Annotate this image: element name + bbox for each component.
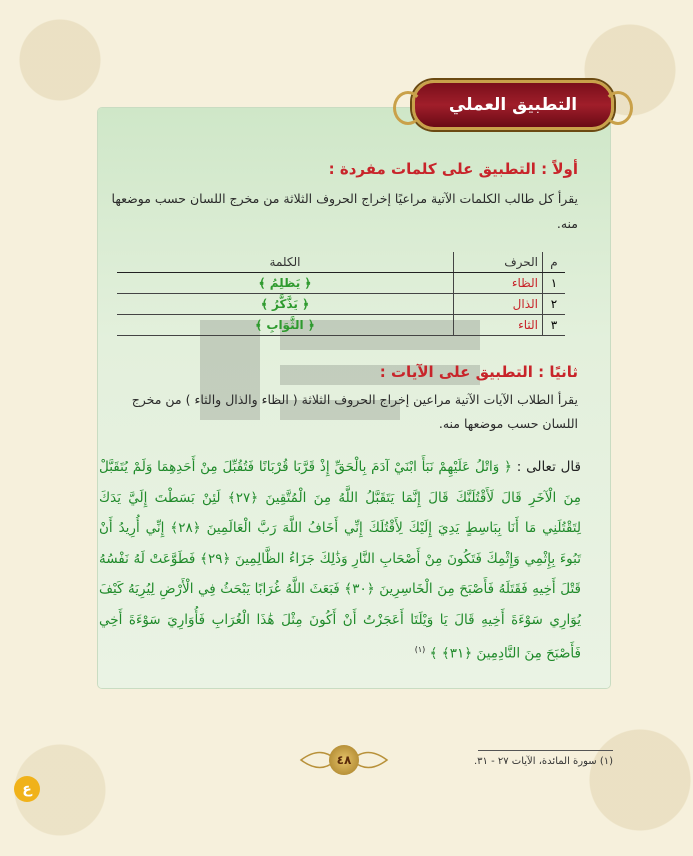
quran-passage — [99, 452, 581, 669]
footnote-divider — [478, 750, 613, 751]
row-letter: الظاء — [454, 273, 543, 294]
row-num: ١ — [543, 273, 566, 294]
table-header-row — [117, 252, 565, 273]
header-num: م — [543, 252, 566, 273]
footnote-marker: (١) — [414, 645, 426, 654]
footnote: (١) سورة المائدة، الآيات ٢٧ - ٣١. — [473, 756, 613, 767]
section1-heading: أولاً : التطبيق على كلمات مفردة : — [328, 160, 578, 178]
section-title: التطبيق العملي — [448, 95, 578, 115]
header-word: الكلمة — [117, 252, 454, 273]
page-number: ٤٨ — [329, 745, 359, 775]
section1-instructions: يقرأ كل طالب الكلمات الآتية مراعيًا إخراج الحروف الثلاثة من مخرج اللسان حسب موضعها منه. — [111, 191, 578, 231]
table-row — [117, 294, 565, 315]
row-num: ٢ — [543, 294, 566, 315]
row-word: ﴿ يَظلِمُ ﴾ — [117, 273, 454, 294]
section-title-banner — [412, 80, 614, 130]
row-num: ٣ — [543, 315, 566, 336]
section2-instructions: يقرأ الطلاب الآيات الآتية مراعين إخراج الحروف الثلاثة ( الظاء والذال والثاء ) من مخرج اللسان حسب موضعها منه. — [131, 392, 578, 431]
words-table — [117, 252, 565, 336]
publisher-logo-icon: ع — [14, 776, 40, 802]
table-row — [117, 273, 565, 294]
table-row — [117, 315, 565, 336]
row-word: ﴿ الثَّوَابِ ﴾ — [117, 315, 454, 336]
header-letter: الحرف — [454, 252, 543, 273]
quran-intro: قال تعالى : — [516, 459, 581, 475]
section2-heading: ثانيًا : التطبيق على الآيات : — [379, 363, 578, 381]
row-letter: الثاء — [454, 315, 543, 336]
page-number-ornament — [296, 740, 392, 780]
row-word: ﴿ يَذَّكَّرُ ﴾ — [117, 294, 454, 315]
quran-verses: ﴿ وَاتْلُ عَلَيْهِمْ نَبَأَ ابْنَيْ آدَمَ بِالْحَقِّ إِذْ قَرَّبَا قُرْبَانًا فَتُقُبِّلَ مِنْ أَحَدِهِمَا وَلَمْ يُتَقَبَّلْ مِنَ الْآخَرِ قَالَ لَأَقْتُلَنَّكَ قَالَ إِنَّمَا يَتَقَبَّلُ اللَّهُ مِنَ الْمُتَّقِينَ ﴿٢٧﴾ لَئِنْ بَسَطْتَ إِلَيَّ يَدَكَ لِتَقْتُلَنِي مَا أَنَا بِبَاسِطٍ يَدِيَ إِلَيْكَ لِأَقْتُلَكَ إِنِّي أَخَافُ اللَّهَ رَبَّ الْعَالَمِينَ ﴿٢٨﴾ إِنِّي أُرِيدُ أَنْ تَبُوءَ بِإِثْمِي وَإِثْمِكَ فَتَكُونَ مِنْ أَصْحَابِ النَّارِ وَذَٰلِكَ جَزَاءُ الظَّالِمِينَ ﴿٢٩﴾ فَطَوَّعَتْ لَهُ نَفْسُهُ قَتْلَ أَخِيهِ فَقَتَلَهُ فَأَصْبَحَ مِنَ الْخَاسِرِينَ ﴿٣٠﴾ فَبَعَثَ اللَّهُ غُرَابًا يَبْحَثُ فِي الْأَرْضِ لِيُرِيَهُ كَيْفَ يُوَارِي سَوْءَةَ أَخِيهِ قَالَ يَا وَيْلَتَا أَعَجَزْتُ أَنْ أَكُونَ مِثْلَ هَٰذَا الْغُرَابِ فَأُوَارِيَ سَوْءَةَ أَخِي فَأَصْبَحَ مِنَ النَّادِمِينَ ﴿٣١﴾ ﴾ — [99, 459, 581, 662]
row-letter: الذال — [454, 294, 543, 315]
